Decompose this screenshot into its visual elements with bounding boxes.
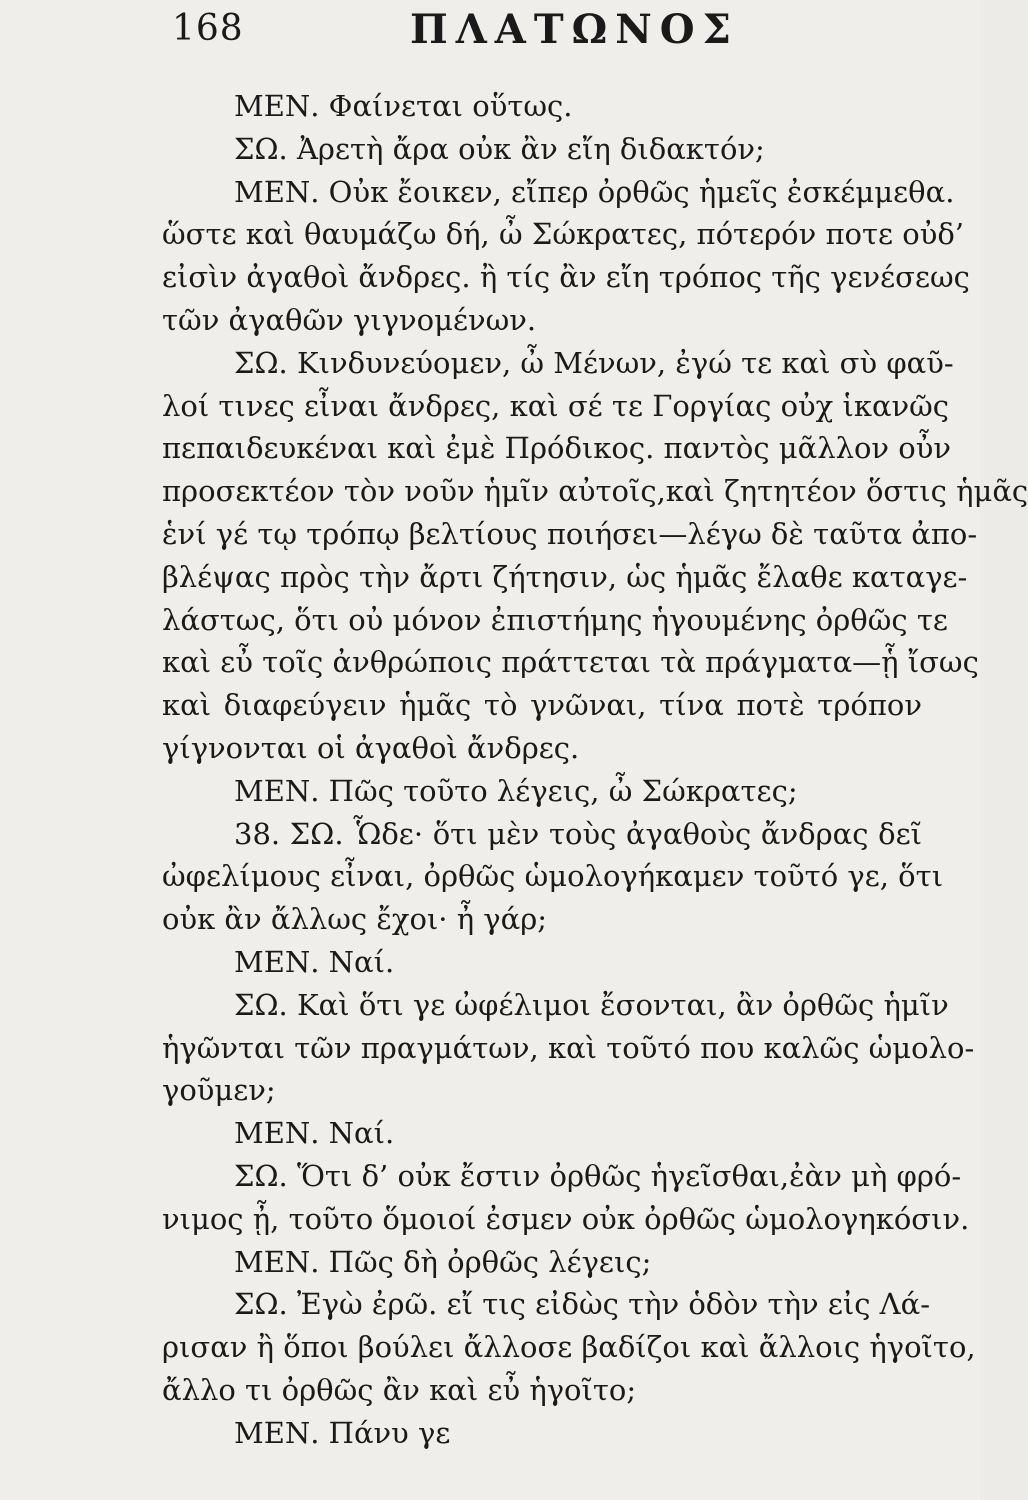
text-line: γοῦμεν; bbox=[162, 1073, 276, 1108]
text-line: καὶ εὖ τοῖς ἀνθρώποις πράττεται τὰ πράγματα—ᾗ ἴσως bbox=[162, 645, 979, 680]
text-line: 38. ΣΩ. Ὧδε· ὅτι μὲν τοὺς ἀγαθοὺς ἄνδρας δεῖ bbox=[234, 816, 922, 851]
text-line: ΜΕΝ. Πῶς τοῦτο λέγεις, ὦ Σώκρατες; bbox=[234, 773, 798, 808]
text-line: ὥστε καὶ θαυμάζω δή, ὦ Σώκρατες, πότερόν ποτε οὐδ’ bbox=[162, 217, 965, 252]
page-header bbox=[0, 0, 980, 60]
text-line: λοί τινες εἶναι ἄνδρες, καὶ σέ τε Γοργίας οὐχ ἱκανῶς bbox=[162, 388, 950, 423]
text-line: ΣΩ. Ἐγὼ ἐρῶ. εἴ τις εἰδὼς τὴν ὁδὸν τὴν εἰς Λά- bbox=[234, 1287, 930, 1322]
text-line: ὠφελίμους εἶναι, ὀρθῶς ὡμολογήκαμεν τοῦτό γε, ὅτι bbox=[162, 859, 944, 894]
text-line: ἑνί γέ τῳ τρόπῳ βελτίους ποιήσει—λέγω δὲ ταῦτα ἀπο- bbox=[162, 516, 978, 551]
text-line: καὶ διαφεύγειν ἡμᾶς τὸ γνῶναι, τίνα ποτὲ τρόπον bbox=[162, 688, 922, 723]
text-line: ρισαν ἢ ὅποι βούλει ἄλλοσε βαδίζοι καὶ ἄλλοις ἡγοῖτο, bbox=[162, 1330, 976, 1365]
text-line: λάστως, ὅτι οὐ μόνον ἐπιστήμης ἡγουμένης ὀρθῶς τε bbox=[162, 602, 948, 637]
text-line: ΜΕΝ. Ναί. bbox=[234, 1116, 395, 1151]
text-line: εἰσὶν ἀγαθοὶ ἄνδρες. ἢ τίς ἂν εἴη τρόπος τῆς γενέσεως bbox=[162, 260, 970, 295]
text-line: τῶν ἀγαθῶν γιγνομένων. bbox=[162, 302, 537, 337]
text-line: ἡγῶνται τῶν πραγμάτων, καὶ τοῦτό που καλῶς ὡμολο- bbox=[162, 1030, 975, 1065]
text-line: ΣΩ. Καὶ ὅτι γε ὠφέλιμοι ἔσονται, ἂν ὀρθῶς ἡμῖν bbox=[234, 987, 949, 1022]
text-line: ΣΩ. Ὅτι δ’ οὐκ ἔστιν ὀρθῶς ἡγεῖσθαι,ἐὰν μὴ φρό- bbox=[234, 1158, 962, 1193]
text-line: γίγνονται οἱ ἀγαθοὶ ἄνδρες. bbox=[162, 730, 580, 765]
text-line: ΣΩ. Κινδυνεύομεν, ὦ Μένων, ἐγώ τε καὶ σὺ φαῦ- bbox=[234, 345, 954, 380]
text-line: ΜΕΝ. Πάνυ γε bbox=[234, 1415, 451, 1450]
text-line: νιμος ᾖ, τοῦτο ὅμοιοί ἐσμεν οὐκ ὀρθῶς ὡμολογηκόσιν. bbox=[162, 1201, 970, 1236]
text-line: ΜΕΝ. Οὐκ ἔοικεν, εἴπερ ὀρθῶς ἡμεῖς ἐσκέμμεθα. bbox=[234, 174, 955, 209]
text-line: ΜΕΝ. Ναί. bbox=[234, 944, 395, 979]
text-line: βλέψας πρὸς τὴν ἄρτι ζήτησιν, ὡς ἡμᾶς ἔλαθε καταγε- bbox=[162, 559, 968, 594]
text-line: ΣΩ. Ἀρετὴ ἄρα οὐκ ἂν εἴη διδακτόν; bbox=[234, 131, 765, 166]
text-line: ΜΕΝ. Πῶς δὴ ὀρθῶς λέγεις; bbox=[234, 1244, 652, 1279]
page-number: 168 bbox=[172, 8, 244, 49]
dialogue-text bbox=[162, 85, 1028, 1455]
text-line: οὐκ ἂν ἄλλως ἔχοι· ἦ γάρ; bbox=[162, 902, 548, 937]
text-line: πεπαιδευκέναι καὶ ἐμὲ Πρόδικος. παντὸς μᾶλλον οὖν bbox=[162, 431, 951, 466]
text-line: ΜΕΝ. Φαίνεται οὕτως. bbox=[234, 89, 573, 123]
text-line: ἄλλο τι ὀρθῶς ἂν καὶ εὖ ἡγοῖτο; bbox=[162, 1372, 637, 1407]
running-head: ΠΛΑΤΩΝΟΣ bbox=[410, 6, 739, 53]
text-line: προσεκτέον τὸν νοῦν ἡμῖν αὐτοῖς,καὶ ζητητέον ὅστις ἡμᾶς bbox=[162, 474, 1028, 509]
